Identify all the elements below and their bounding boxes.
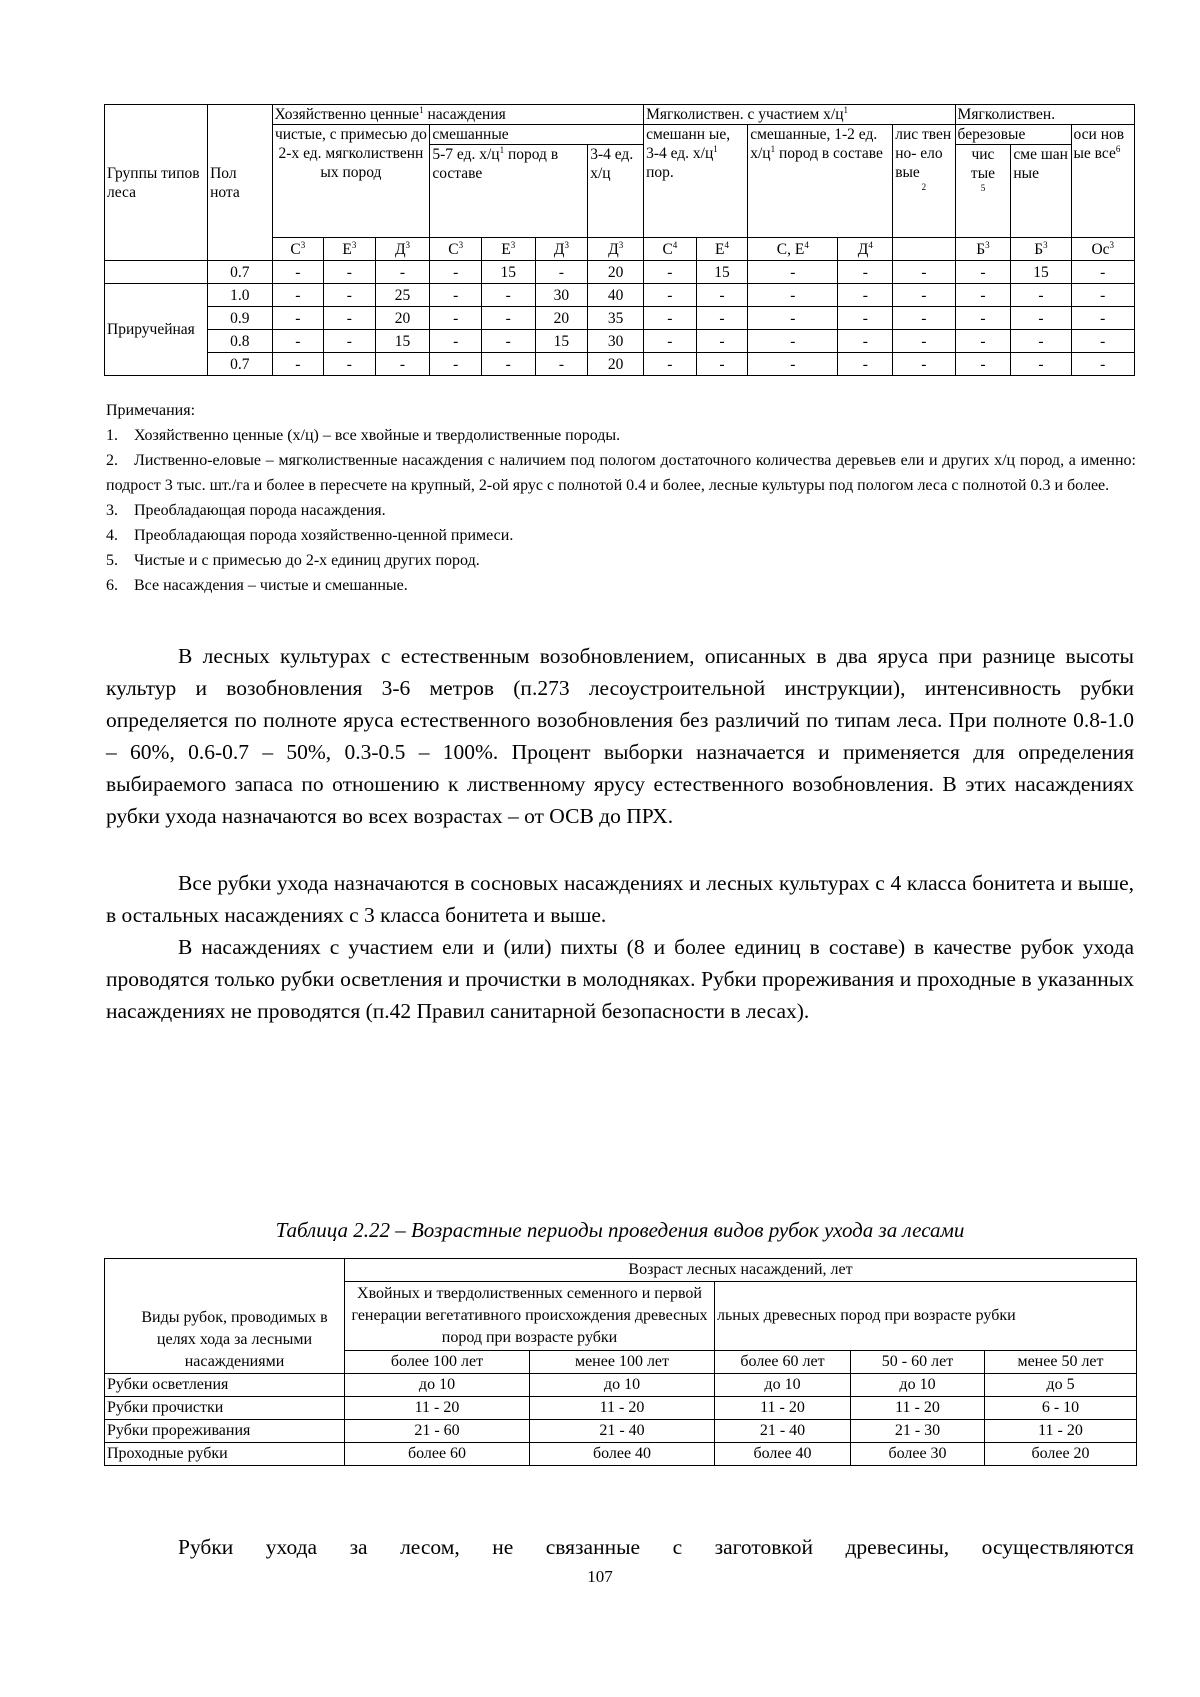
value-cell: - [893,284,955,307]
polnota-cell: 0.8 [208,330,272,353]
mixed-soft-subheader: смешанн ые, 3-4 ед. $х/ц^1$ пор. [644,125,748,238]
note-text: Хозяйственно ценные (х/ц) – все хвойные и твердолиственные породы. [134,427,621,444]
note-item [106,448,1136,498]
note-text: Все насаждения – чистые и смешанные. [134,577,408,594]
value-cell: 15 [375,330,430,353]
value-cell: 15 [481,261,535,284]
age-value-cell: 21 - 40 [715,1420,851,1443]
pure-subheader: чистые, с примесью до 2-х ед. мягколиственн ых пород [272,125,430,238]
value-cell: - [1071,330,1134,353]
mixed57-subheader: 5-7 ед. $х/ц^1$ пород в составе [430,145,588,238]
age-value-cell: более 40 [530,1443,715,1466]
cut-type-header: Виды рубок, проводимых в целях хода за лесными насаждениями [105,1259,345,1374]
value-cell: 15 [696,261,748,284]
species-col-header: $С^3$ [272,238,324,261]
species-col-header: $Е^4$ [696,238,748,261]
age-value-cell: до 10 [530,1374,715,1397]
value-cell: - [955,261,1011,284]
value-cell: 30 [535,284,588,307]
species-col-header: $Е^3$ [481,238,535,261]
paragraph-1: В лесных культурах с естественным возобновлением, описанных в два яруса при разнице высоты культур и возобновления 3-6 метров (п.273 лесоустроительной инструкции), интенсивность рубки определяется по полноте яруса естественного возобновления без различий по типам леса. При полноте 0.8-1.0 – 60%, 0.6-0.7 – 50%, 0.3-0.5 – 100%. Процент выборки назначается и применяется для определения выбираемого запаса по отношению к лиственному ярусу естественного возобновления. В этих насаждениях рубки ухода назначаются во всех возрастах – от ОСВ до ПРХ. [106,644,1134,828]
value-cell: - [375,353,430,376]
age-periods-table [104,1258,1137,1466]
intensity-table [104,104,1135,376]
value-cell: 25 [375,284,430,307]
value-cell: - [430,261,482,284]
species-col-header: $Д^3$ [588,238,644,261]
value-cell: - [1011,284,1071,307]
softwood-header: Мягколиствен. [955,105,1134,125]
value-cell: - [1071,307,1134,330]
species-col-header: $Е^3$ [324,238,376,261]
value-cell: - [272,284,324,307]
value-cell: - [481,353,535,376]
value-cell: - [696,330,748,353]
value-cell: 15 [1011,261,1071,284]
valuable-group-header: Хозяйственно ценные$^1$ насаждения [272,105,644,125]
species-col-header: $Д^3$ [375,238,430,261]
table-row [105,284,1135,307]
table-row [105,330,1135,353]
table-caption: Таблица 2.22 – Возрастные периоды проведения видов рубок ухода за лесами [275,1218,965,1242]
notes-block [106,398,1136,598]
paragraph-3: В насаждениях с участием ели и (или) пихты (8 и более единиц в составе) в качестве рубок ухода проводятся только рубки осветления и прочистки в молодняках. Рубки прореживания и проходные в указанных насаждениях не проводятся (п.42 Правил санитарной безопасности в лесах). [106,935,1134,1023]
species-col-header: $Д^3$ [535,238,588,261]
word: Рубки [178,1535,234,1559]
note-number: 5. [106,552,118,569]
value-cell: - [1071,353,1134,376]
species-col-header [893,238,955,261]
notes-list [106,423,1136,598]
species-col-header: $Б^3$ [1011,238,1071,261]
note-number: 3. [106,502,118,519]
value-cell: - [535,353,588,376]
value-cell: - [324,330,376,353]
value-cell: - [481,284,535,307]
table-row [105,1374,1137,1397]
age-value-cell: 11 - 20 [530,1397,715,1420]
value-cell: - [644,330,697,353]
age-value-cell: до 5 [985,1374,1137,1397]
table-row [105,1443,1137,1466]
value-cell: - [644,261,697,284]
value-cell: - [748,330,838,353]
note-text: Чистые и с примесью до 2-х единиц других пород. [134,552,480,569]
value-cell: - [696,307,748,330]
value-cell: - [748,307,838,330]
continuing-text-line [106,1532,1134,1562]
value-cell: - [1011,330,1071,353]
polnota-cell: 0.9 [208,307,272,330]
value-cell: - [838,353,893,376]
value-cell: - [955,307,1011,330]
age-col-header: менее 100 лет [530,1350,715,1373]
birch-pure-subheader: чис тые 5 [955,145,1011,238]
polnota-header: Пол нота [208,105,272,261]
value-cell: - [1071,284,1134,307]
value-cell: 20 [588,261,644,284]
empty-group-cell [105,261,208,284]
age-col-header: более 60 лет [715,1350,851,1373]
value-cell: - [955,330,1011,353]
value-cell: - [272,261,324,284]
word: связанные [545,1535,641,1559]
age-value-cell: более 60 [345,1443,530,1466]
polnota-cell: 1.0 [208,284,272,307]
note-item [106,573,1136,598]
cut-type-cell: Проходные рубки [105,1443,345,1466]
value-cell: - [324,307,376,330]
age-value-cell: более 40 [715,1443,851,1466]
value-cell: 20 [375,307,430,330]
polnota-cell: 0.7 [208,261,272,284]
age-value-cell: 11 - 20 [715,1397,851,1420]
value-cell: 15 [535,330,588,353]
page-number: 107 [587,1567,613,1586]
value-cell: 30 [588,330,644,353]
value-cell: - [696,353,748,376]
age-col-header: более 100 лет [345,1350,530,1373]
word: заготовкой [714,1535,813,1559]
species-col-header: $Б^3$ [955,238,1011,261]
table-row [105,1420,1137,1443]
value-cell: - [748,284,838,307]
species-col-header: $С^3$ [430,238,482,261]
mixed34-subheader: 3-4 ед. х/ц [588,145,644,238]
value-cell: - [955,353,1011,376]
mixed-subheader: смешанные [430,125,644,145]
table-row [105,261,1135,284]
note-text: Преобладающая порода насаждения. [134,502,386,519]
value-cell: - [1011,307,1071,330]
value-cell: - [893,261,955,284]
birch-mixed-subheader: сме шан ные [1011,145,1071,238]
value-cell: - [748,353,838,376]
value-cell: - [955,284,1011,307]
word: с [672,1535,683,1559]
table-row [105,307,1135,330]
value-cell: - [535,261,588,284]
value-cell: - [272,307,324,330]
conifer-header: Хвойных и твердолиственных семенного и первой генерации вегетативного происхождения древесных пород при возрасте рубки [345,1282,715,1350]
species-col-header: $С^4$ [644,238,697,261]
value-cell: - [481,330,535,353]
note-number: 2. [106,452,118,469]
age-value-cell: 11 - 20 [345,1397,530,1420]
aspen-subheader: оси нов ые все$^6$ [1071,125,1134,238]
word: ухода [265,1535,318,1559]
value-cell: - [644,353,697,376]
value-cell: - [272,330,324,353]
value-cell: - [696,284,748,307]
value-cell: 35 [588,307,644,330]
age-value-cell: 6 - 10 [985,1397,1137,1420]
table-row [105,353,1135,376]
cut-type-cell: Рубки прочистки [105,1397,345,1420]
value-cell: - [644,307,697,330]
value-cell: - [838,261,893,284]
species-col-header: $Д^4$ [838,238,893,261]
note-number: 1. [106,427,118,444]
value-cell: - [430,330,482,353]
paragraph-2: Все рубки ухода назначаются в сосновых насаждениях и лесных культурах с 4 класса бонитета и выше, в остальных насаждениях с 3 класса бонитета и выше. [106,871,1134,927]
value-cell: - [893,307,955,330]
note-text: Преобладающая порода хозяйственно-ценной примеси. [134,527,514,544]
value-cell: - [430,307,482,330]
group-priruch-cell: Приручейная [105,284,208,376]
value-cell: - [1071,261,1134,284]
cut-type-cell: Рубки осветления [105,1374,345,1397]
value-cell: 20 [588,353,644,376]
value-cell: - [748,261,838,284]
notes-title: Примечания: [106,402,196,419]
value-cell: - [1011,353,1071,376]
cut-type-cell: Рубки прореживания [105,1420,345,1443]
value-cell: - [893,330,955,353]
age-header: Возраст лесных насаждений, лет [345,1259,1137,1282]
note-item [106,523,1136,548]
age-col-header: 50 - 60 лет [851,1350,985,1373]
age-value-cell: более 20 [985,1443,1137,1466]
word: лесом, [400,1535,460,1559]
value-cell: - [272,353,324,376]
word: не [492,1535,514,1559]
species-col-header: С, $Е^4$ [748,238,838,261]
value-cell: - [893,353,955,376]
note-number: 6. [106,577,118,594]
soft-header: льных древесных пород при возрасте рубки [715,1282,1137,1350]
value-cell: - [838,330,893,353]
birch-subheader: березовые [955,125,1071,145]
value-cell: - [838,284,893,307]
age-value-cell: до 10 [715,1374,851,1397]
value-cell: - [430,353,482,376]
table-row [105,1397,1137,1420]
age-col-header: менее 50 лет [985,1350,1137,1373]
word: осуществляются [981,1535,1134,1559]
species-col-header: $Ос^3$ [1071,238,1134,261]
age-value-cell: до 10 [345,1374,530,1397]
group-types-header: Группы типов леса [105,105,208,261]
age-value-cell: 21 - 40 [530,1420,715,1443]
value-cell: - [375,261,430,284]
mixed12-subheader: смешанные, 1-2 ед. $х/ц^1$ пород в составе [748,125,893,238]
age-value-cell: 11 - 20 [851,1397,985,1420]
value-cell: - [324,284,376,307]
value-cell: 20 [535,307,588,330]
listven-subheader: лис твен но- ело вые 2 [893,125,955,238]
note-item [106,423,1136,448]
word: древесины, [845,1535,950,1559]
value-cell: 40 [588,284,644,307]
note-number: 4. [106,527,118,544]
word: за [349,1535,368,1559]
value-cell: - [324,261,376,284]
value-cell: - [324,353,376,376]
value-cell: - [838,307,893,330]
soft-with-valuable-header: Мягколиствен. с участием $х/ц^1$ [644,105,955,125]
age-value-cell: до 10 [851,1374,985,1397]
polnota-cell: 0.7 [208,353,272,376]
value-cell: - [430,284,482,307]
value-cell: - [644,284,697,307]
age-value-cell: 11 - 20 [985,1420,1137,1443]
note-item [106,498,1136,523]
age-value-cell: более 30 [851,1443,985,1466]
value-cell: - [481,307,535,330]
note-text: Лиственно-еловые – мягколиственные насаждения с наличием под пологом достаточного количества деревьев ели и других х/ц пород, а именно: подрост 3 тыс. шт./га и более в пересчете на крупный, 2-ой ярус с полнотой 0.4 и более, лесные культуры под пологом леса с полнотой 0.3 и более. [106,452,1136,494]
age-value-cell: 21 - 30 [851,1420,985,1443]
note-item [106,548,1136,573]
age-value-cell: 21 - 60 [345,1420,530,1443]
